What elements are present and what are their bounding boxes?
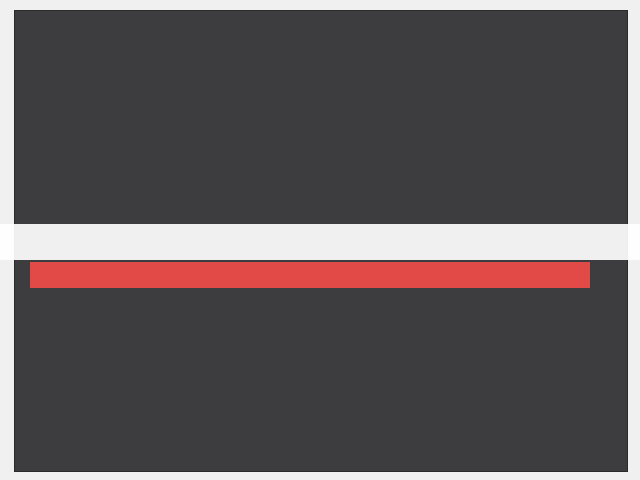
bottom-table-header [30, 262, 590, 288]
banner-overlay [0, 224, 640, 260]
